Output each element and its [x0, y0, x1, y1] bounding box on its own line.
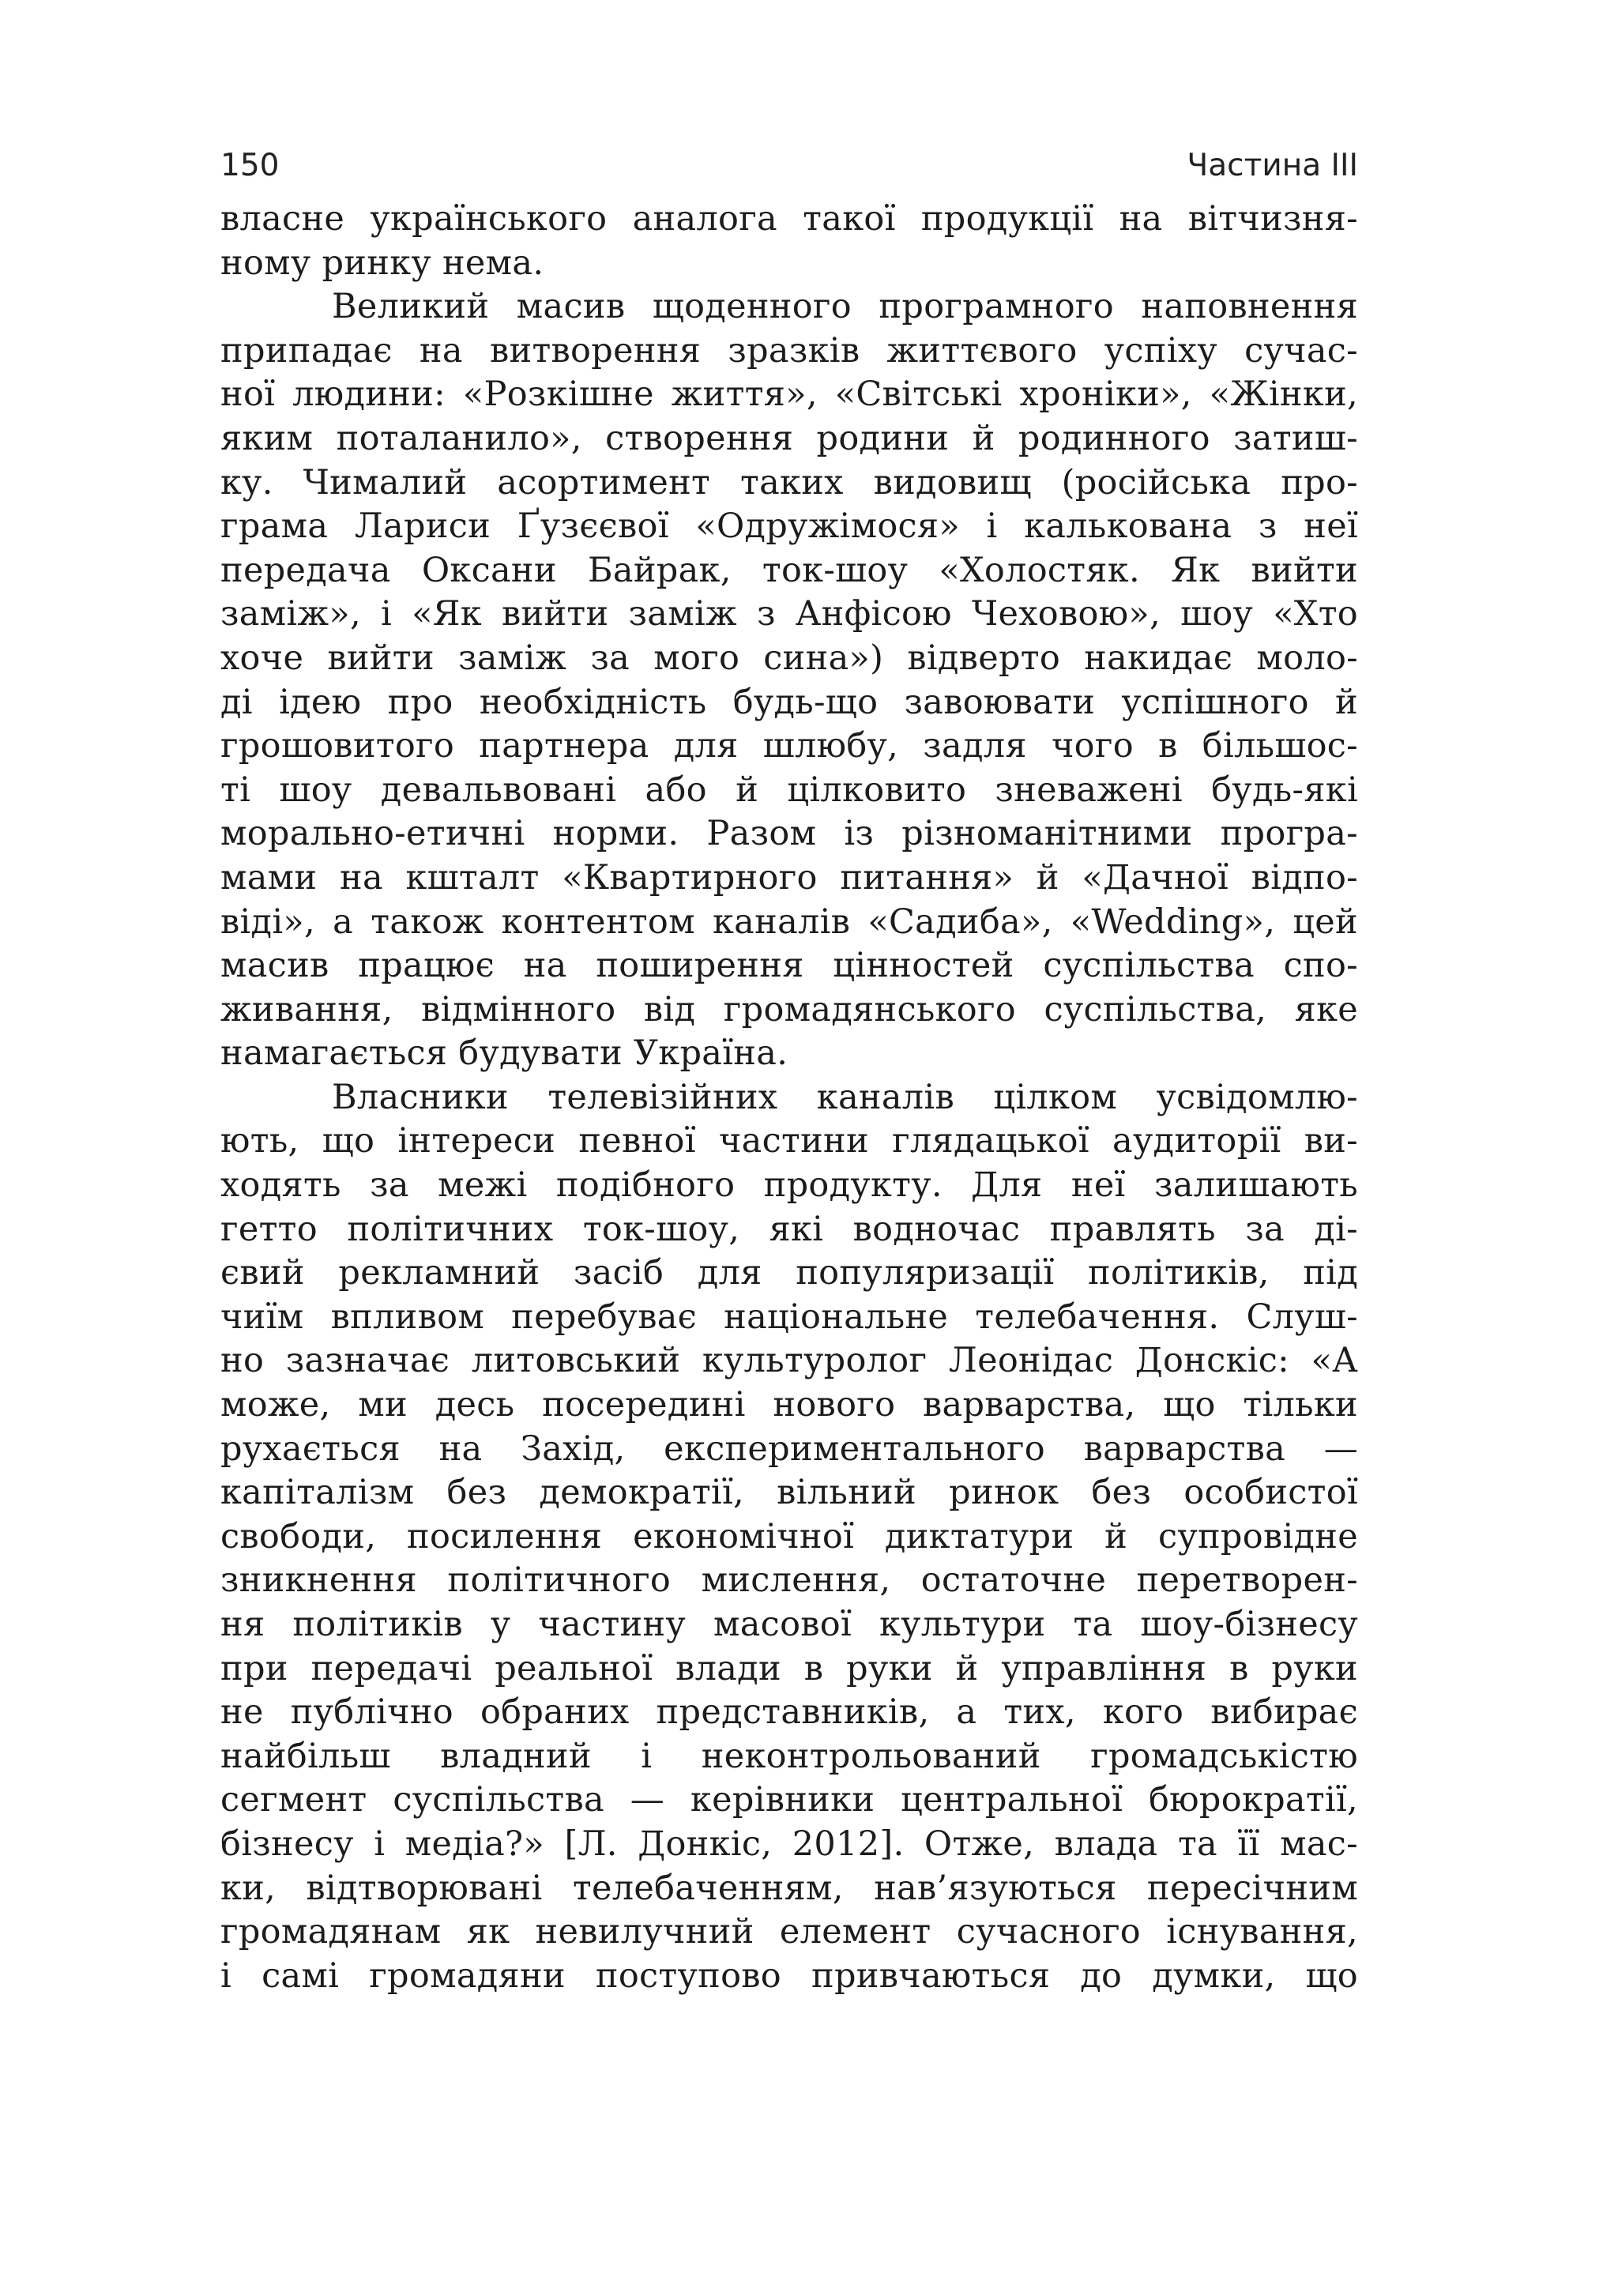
running-head: [220, 142, 1358, 190]
text-line: гетто політичних ток-шоу, які водночас правлять за ді-: [220, 1209, 1358, 1249]
text-line: морально-етичні норми. Разом із різноманітними програ-: [220, 814, 1358, 854]
text-line: при передачі реальної влади в руки й управління в руки: [220, 1648, 1358, 1688]
text-line: і самі громадяни поступово привчаються до думки, що: [220, 1955, 1358, 1996]
text-line: ної людини: «Розкішне життя», «Світські хроніки», «Жінки,: [220, 375, 1358, 415]
text-line: євий рекламний засіб для популяризації політиків, під: [220, 1253, 1358, 1293]
text-line: но зазначає литовський культуролог Леонідас Донскіс: «А: [220, 1341, 1358, 1381]
text-line: сегмент суспільства — керівники центральної бюрократії,: [220, 1780, 1358, 1820]
text-line: власне українського аналога такої продукції на вітчизня-: [220, 199, 1358, 239]
text-line: громадянам як невилучний елемент сучасного існування,: [220, 1912, 1358, 1952]
text-line: яким поталанило», створення родини й родинного затиш-: [220, 418, 1358, 458]
text-line: капіталізм без демократії, вільний ринок без особистої: [220, 1473, 1358, 1513]
text-line: припадає на витворення зразків життєвого успіху сучас-: [220, 330, 1358, 371]
text-line: ті шоу девальвовані або й цілковито зневажені будь-які: [220, 770, 1358, 810]
text-line: заміж», і «Як вийти заміж з Анфісою Чеховою», шоу «Хто: [220, 594, 1358, 634]
text-line: хоче вийти заміж за мого сина») відверто накидає моло-: [220, 638, 1358, 678]
text-line: мами на кшталт «Квартирного питання» й «Дачної відпо-: [220, 857, 1358, 898]
text-line: масив працює на поширення цінностей суспільства спо-: [220, 946, 1358, 986]
text-line: Великий масив щоденного програмного наповнення: [332, 287, 1358, 327]
text-line: ня політиків у частину масової культури та шоу-бізнесу: [220, 1605, 1358, 1644]
text-line: свободи, посилення економічної диктатури й супровідне: [220, 1516, 1358, 1556]
text-line: намагається будувати Україна.: [220, 1033, 788, 1074]
text-line: Власники телевізійних каналів цілком усвідомлю-: [332, 1077, 1358, 1117]
text-line: ді ідею про необхідність будь-що завоювати успішного й: [220, 682, 1358, 722]
paragraph: [220, 285, 1358, 1076]
text-line: ки, відтворювані телебаченням, нав’язуються пересічним: [220, 1868, 1358, 1908]
page-number: 150: [220, 148, 280, 183]
text-line: ку. Чималий асортимент таких видовищ (російська про-: [220, 462, 1358, 502]
text-line: грама Лариси Ґузєєвої «Одружімося» і калькована з неї: [220, 506, 1358, 547]
text-line: рухається на Захід, експериментального варварства —: [220, 1428, 1358, 1469]
text-line: ходять за межі подібного продукту. Для неї залишають: [220, 1165, 1358, 1206]
text-line: передача Оксани Байрак, ток-шоу «Холостяк. Як вийти: [220, 550, 1358, 590]
text-line: зникнення політичного мислення, остаточне перетворен-: [220, 1560, 1358, 1601]
section-title: Частина III: [1187, 148, 1358, 183]
text-line: бізнесу і медіа?» [Л. Донкіс, 2012]. Отже, влада та її мас-: [220, 1824, 1358, 1864]
text-line: віді», а також контентом каналів «Садиба», «Wedding», цей: [220, 901, 1358, 942]
text-line: ному ринку нема.: [220, 243, 544, 283]
text-line: ють, що інтереси певної частини глядацької аудиторії ви-: [220, 1121, 1358, 1161]
body-text: [220, 198, 1358, 1998]
text-line: може, ми десь посередині нового варварства, що тільки: [220, 1385, 1358, 1425]
text-line: грошовитого партнера для шлюбу, задля чого в більшос-: [220, 726, 1358, 766]
paragraph: [220, 1076, 1358, 1998]
text-line: чиїм впливом перебуває національне телебачення. Слуш-: [220, 1297, 1358, 1337]
paragraph: [220, 198, 1358, 285]
book-page: [220, 142, 1358, 1998]
text-line: найбільш владний і неконтрольований громадськістю: [220, 1736, 1358, 1776]
text-line: не публічно обраних представників, а тих, кого вибирає: [220, 1692, 1358, 1733]
text-line: живання, відмінного від громадянського суспільства, яке: [220, 989, 1358, 1029]
